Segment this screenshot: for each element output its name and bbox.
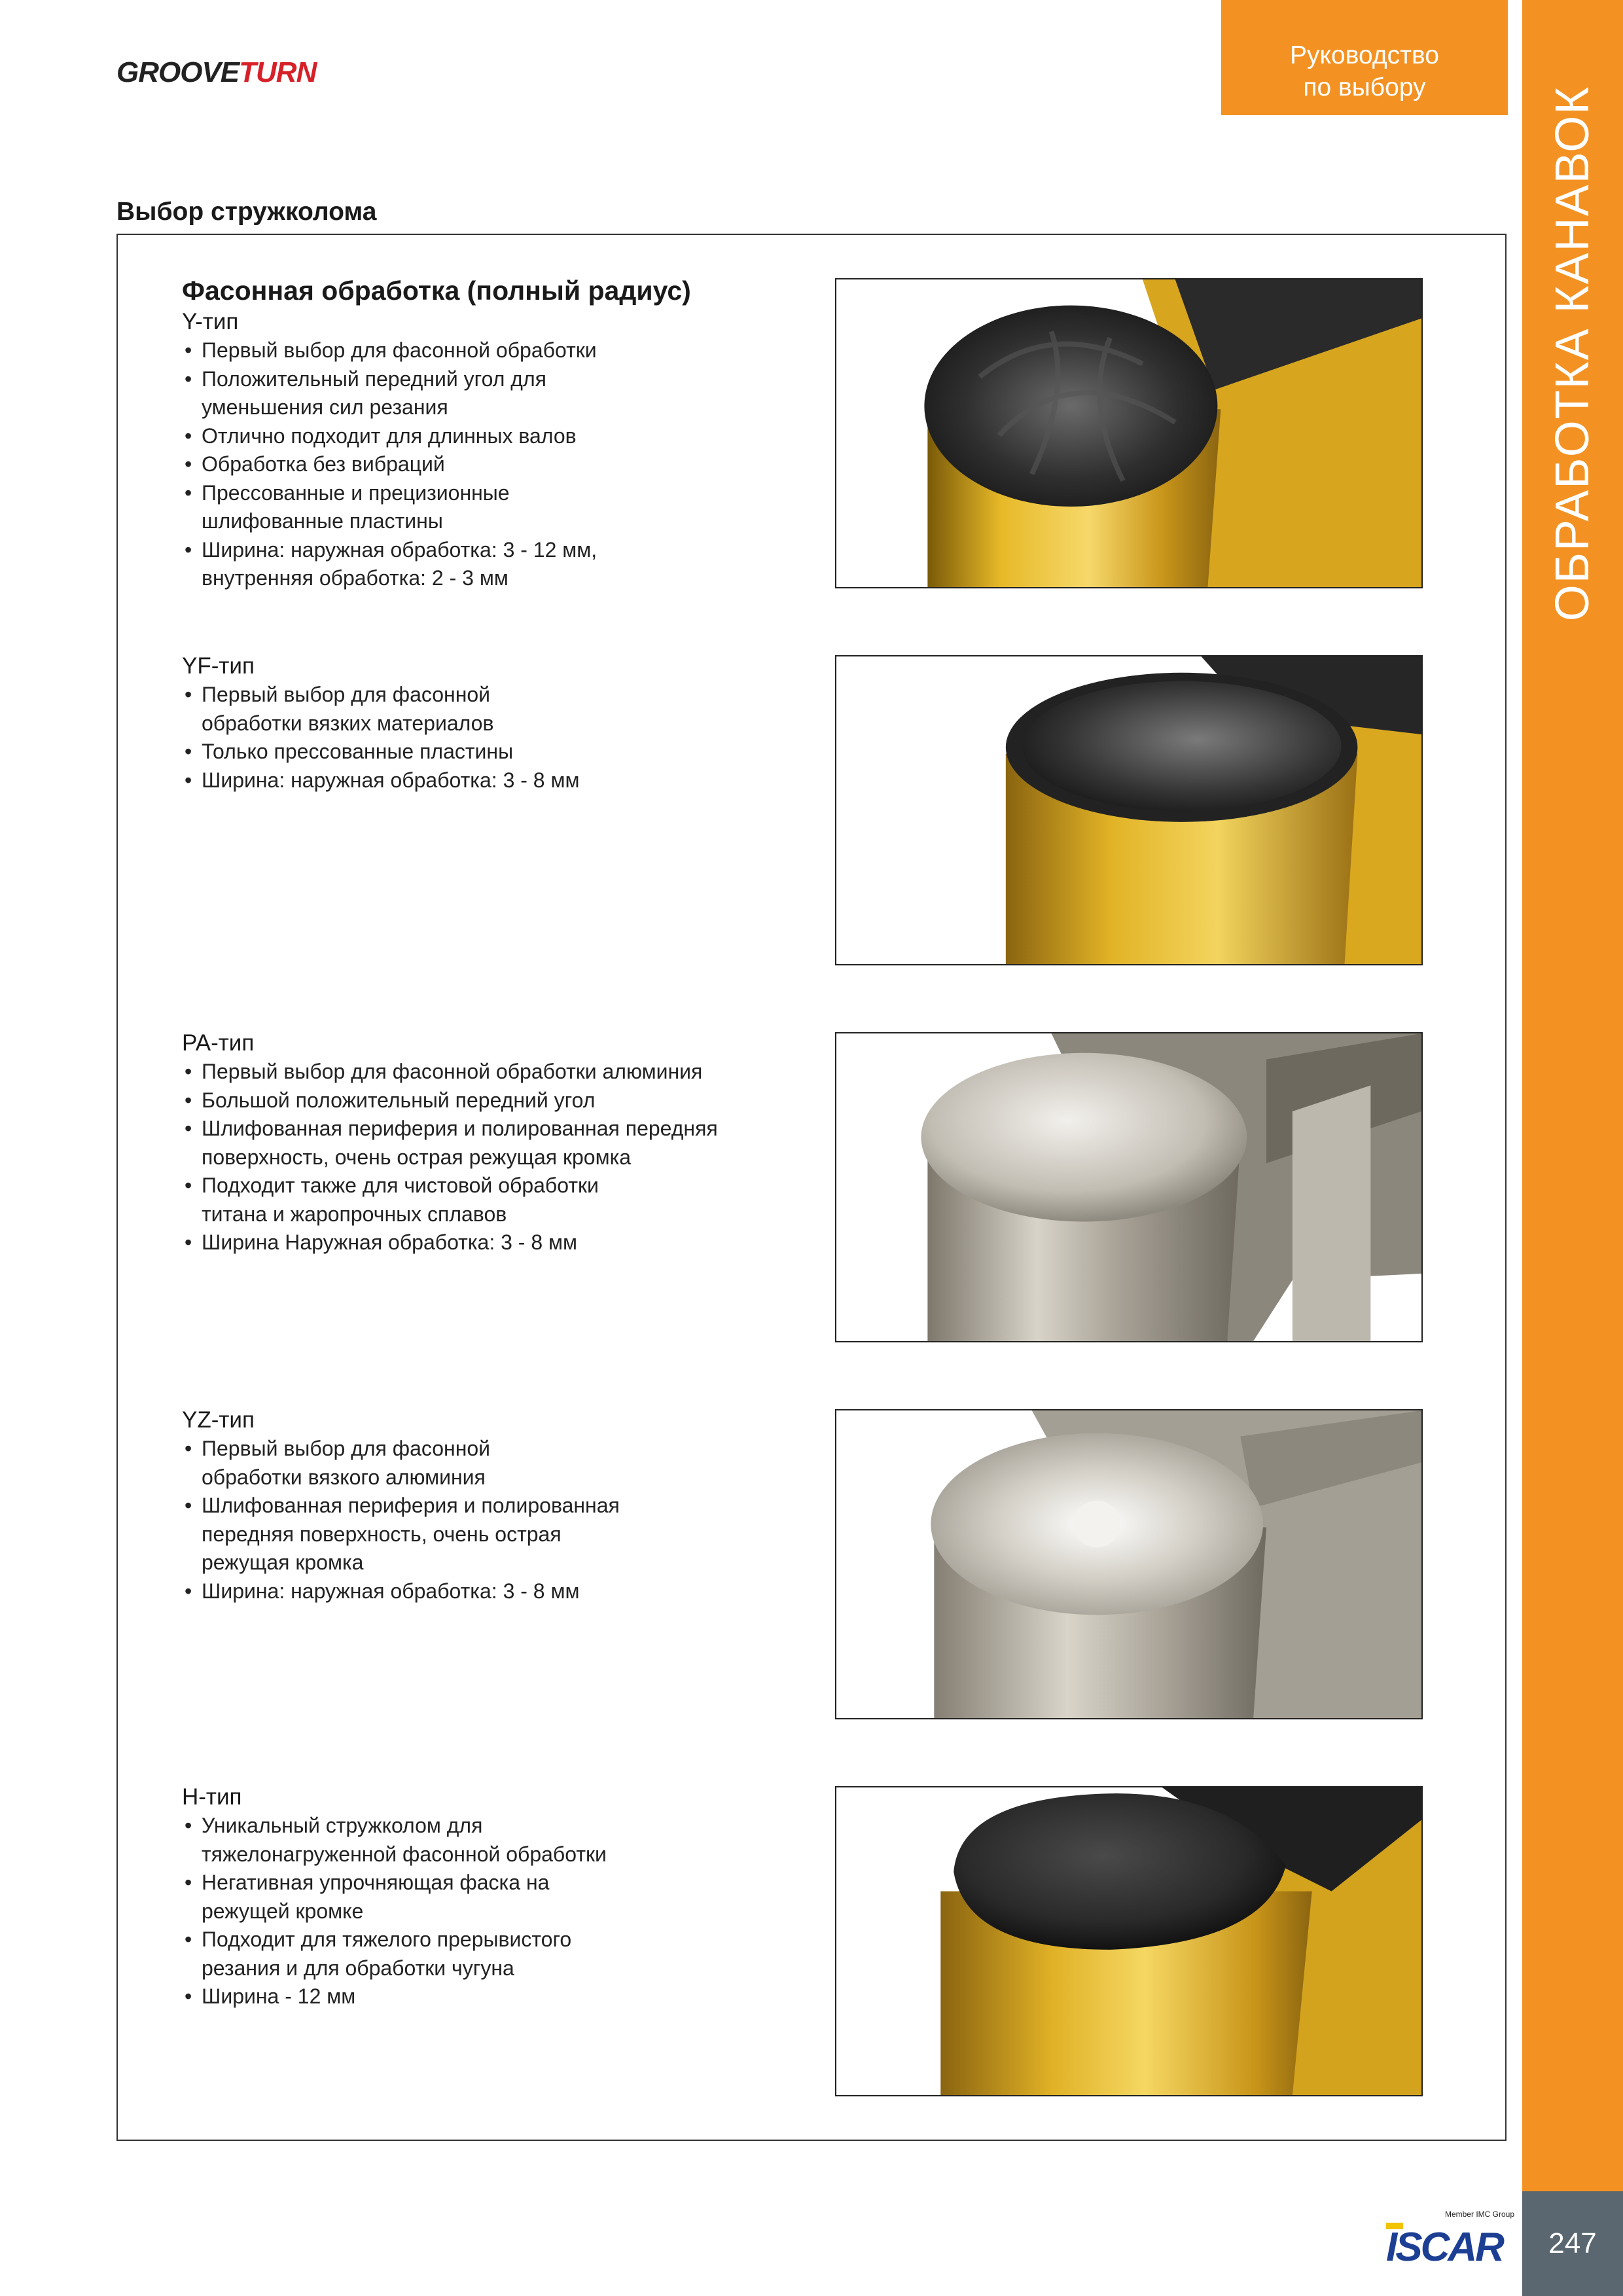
chipbreaker-block-pa [182, 1029, 810, 1257]
member-imc-label: Member IMC Group [1444, 2210, 1514, 2219]
insert-photo-yf [835, 655, 1423, 965]
bullet-item: • Первый выбор для фасонной обработки алюминия [182, 1058, 810, 1086]
type-heading: YF-тип [182, 653, 255, 679]
bullet-item: • Шлифованная периферия и полированная передняя поверхность, очень острая режущая кромка [182, 1115, 771, 1172]
insert-photo-h [835, 1786, 1423, 2096]
bullet-list [182, 336, 810, 593]
guide-line-1: Руководство [1290, 41, 1439, 69]
bullet-list [182, 1058, 810, 1257]
bullet-item: • Ширина: наружная обработка: 3 - 8 мм [182, 1577, 810, 1606]
type-heading: YZ-тип [182, 1407, 255, 1433]
main-heading: Фасонная обработка (полный радиус) [182, 276, 691, 306]
side-chapter-label: ОБРАБОТКА КАНАВОК [1546, 85, 1599, 622]
chipbreaker-block-yf [182, 652, 810, 795]
side-chapter-label-wrap [1522, 0, 1623, 655]
bullet-item: • Уникальный стружколом для тяжелонагруженной фасонной обработки [182, 1812, 653, 1869]
type-heading: Y-тип [182, 309, 239, 334]
bullet-item: • Большой положительный передний угол [182, 1086, 810, 1115]
grooveturn-logo [116, 56, 316, 89]
chipbreaker-block-h [182, 1783, 810, 2011]
chipbreaker-block-yz [182, 1406, 810, 1605]
insert-photo-y [835, 278, 1423, 588]
bullet-item: • Ширина Наружная обработка: 3 - 8 мм [182, 1229, 810, 1257]
chipbreaker-block-y [182, 275, 810, 593]
logo-turn: TURN [239, 56, 317, 88]
bullet-list [182, 1812, 810, 2011]
bullet-item: • Шлифованная периферия и полированная передняя поверхность, очень острая режущая кромка [182, 1492, 653, 1577]
bullet-item: • Только прессованные пластины [182, 738, 810, 766]
section-title: Выбор стружколома [116, 198, 377, 226]
iscar-wordmark: ISCAR [1386, 2225, 1503, 2270]
type-heading: PA-тип [182, 1030, 255, 1056]
page-number: 247 [1522, 2191, 1623, 2296]
bullet-item: • Ширина: наружная обработка: 3 - 8 мм [182, 766, 810, 795]
guide-line-2: по выбору [1303, 73, 1426, 101]
bullet-item: • Подходит также для чистовой обработки титана и жаропрочных сплавов [182, 1172, 653, 1229]
iscar-logo [1386, 2210, 1514, 2275]
bullet-item: • Отлично подходит для длинных валов [182, 422, 810, 451]
bullet-item: • Обработка без вибраций [182, 450, 810, 479]
bullet-item: • Ширина - 12 мм [182, 1982, 810, 2011]
logo-groove: GROOVE [116, 56, 240, 88]
bullet-list [182, 681, 810, 795]
bullet-item: • Первый выбор для фасонной обработки [182, 336, 810, 365]
bullet-item: • Подходит для тяжелого прерывистого резания и для обработки чугуна [182, 1926, 627, 1982]
bullet-item: • Первый выбор для фасонной обработки вязкого алюминия [182, 1435, 548, 1492]
insert-photo-yz [835, 1409, 1423, 1719]
bullet-item: • Первый выбор для фасонной обработки вязких материалов [182, 681, 548, 738]
bullet-list [182, 1435, 810, 1605]
insert-photo-pa [835, 1032, 1423, 1342]
bullet-item: • Ширина: наружная обработка: 3 - 12 мм, внутренняя обработка: 2 - 3 мм [182, 536, 679, 593]
selection-guide-tab [1221, 0, 1508, 115]
bullet-item: • Положительный передний угол для уменьшения сил резания [182, 365, 588, 422]
bullet-item: • Негативная упрочняющая фаска на режущей кромке [182, 1869, 588, 1926]
type-heading: H-тип [182, 1784, 242, 1810]
bullet-item: • Прессованные и прецизионные шлифованные пластины [182, 479, 575, 536]
